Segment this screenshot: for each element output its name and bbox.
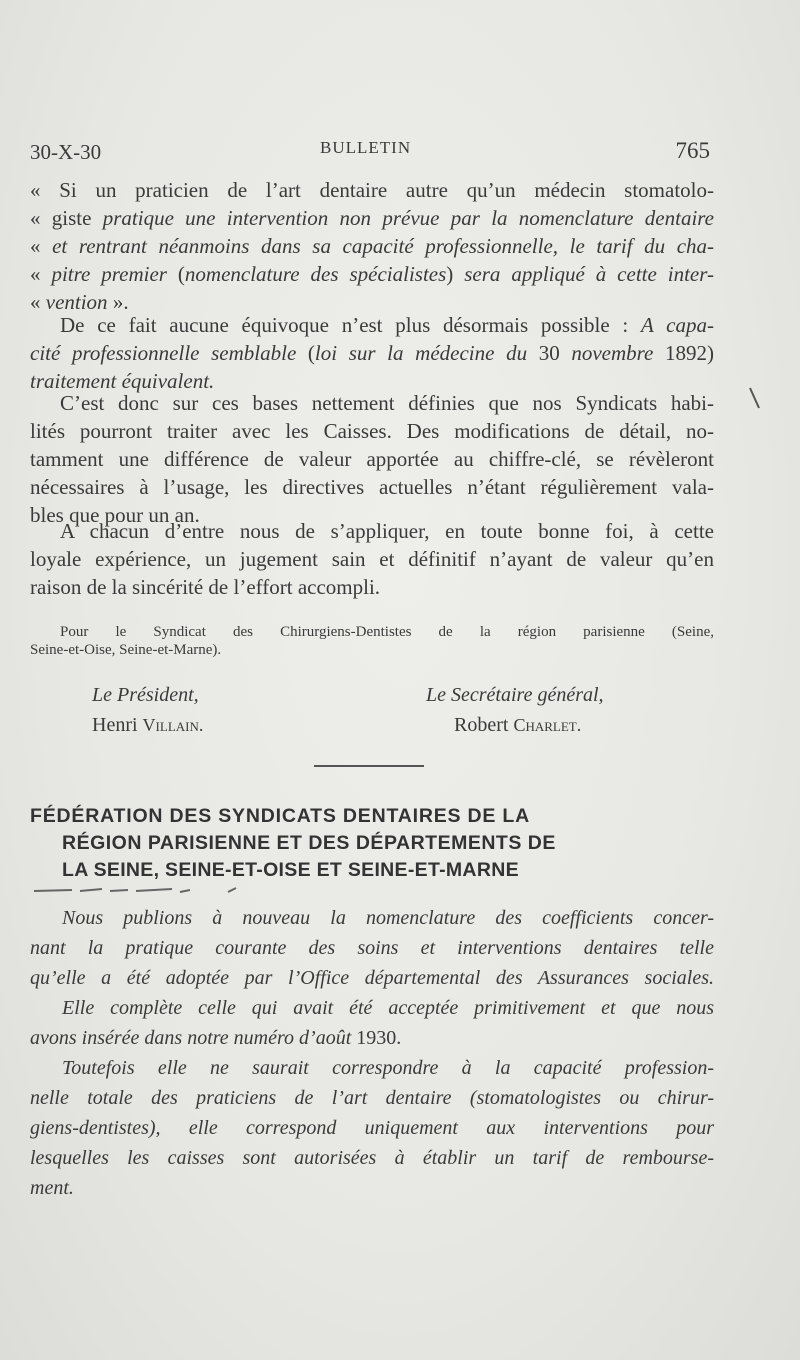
text-line: « et rentrant néanmoins dans sa capacité professionnelle, le tarif du cha- [30, 234, 715, 258]
heading-line: LA SEINE, SEINE-ET-OISE ET SEINE-ET-MARNE [62, 859, 519, 881]
text-line: Pour le Syndicat des Chirurgiens-Dentistes de la région parisienne (Seine, [60, 624, 714, 640]
paragraph-equivoque [30, 311, 714, 395]
signature-note [30, 623, 714, 659]
text-line: « giste pratique une intervention non prévue par la nomenclature dentaire [30, 206, 714, 230]
paragraph-syndicats [30, 389, 714, 529]
header-title: BULLETIN [320, 138, 412, 157]
heading-line: RÉGION PARISIENNE ET DES DÉPARTEMENTS DE [62, 832, 556, 854]
section-divider [314, 765, 424, 767]
signature-role: Le Secrétaire général, [426, 684, 604, 706]
text-line: Seine-et-Oise, Seine-et-Marne). [30, 642, 222, 658]
text-line: De ce fait aucune équivoque n’est plus désormais possible : A capa- [60, 313, 714, 337]
text-line: tamment une différence de valeur apportée au chiffre-clé, se révèleront [30, 447, 714, 471]
signature-name: Robert Charlet. [454, 714, 582, 736]
text-line: « Si un praticien de l’art dentaire autre qu’un médecin stomatolo- [30, 178, 714, 202]
text-line: bles que pour un an. [30, 503, 200, 527]
signature-president [92, 680, 203, 740]
quote-paragraph [30, 176, 714, 316]
text-line: Elle complète celle qui avait été acceptée primitivement et que nous [62, 997, 714, 1019]
heading-line: FÉDÉRATION DES SYNDICATS DENTAIRES DE LA [30, 805, 531, 827]
text-line: giens-dentistes), elle correspond uniquement aux interventions pour [30, 1117, 714, 1139]
text-line: loyale expérience, un jugement sain et définitif n’ayant de valeur qu’en [30, 547, 714, 571]
text-line: traitement équivalent. [30, 369, 215, 393]
paragraph-chacun [30, 517, 714, 601]
text-line: qu’elle a été adoptée par l’Office départemental des Assurances sociales. [30, 967, 714, 989]
running-header [30, 134, 710, 164]
text-line: « pitre premier (nomenclature des spécialistes) sera appliqué à cette inter- [30, 262, 714, 286]
text-line: Nous publions à nouveau la nomenclature des coefficients concer- [62, 907, 714, 929]
signature-name: Henri Villain. [92, 714, 204, 736]
text-line: nant la pratique courante des soins et interventions dentaires telle [30, 937, 714, 959]
intro-paragraph [30, 903, 714, 1203]
text-line: avons insérée dans notre numéro d’août 1930. [30, 1027, 402, 1049]
text-line: lesquelles les caisses sont autorisées à établir un tarif de rembourse- [30, 1147, 714, 1169]
text-line: Toutefois elle ne saurait correspondre à la capacité profession- [62, 1057, 714, 1079]
margin-mark [748, 386, 762, 412]
text-line: raison de la sincérité de l’effort accompli. [30, 575, 381, 599]
ornament-squiggle [32, 884, 242, 898]
federation-heading [30, 803, 720, 884]
text-line: nelle totale des praticiens de l’art dentaire (stomatologistes ou chirur- [30, 1087, 714, 1109]
header-date: 30-X-30 [30, 140, 102, 164]
page-number: 765 [675, 138, 710, 163]
text-line: ment. [30, 1177, 74, 1199]
signature-secretaire [426, 680, 604, 740]
text-line: nécessaires à l’usage, les directives actuelles n’étant régulièrement vala- [30, 475, 714, 499]
text-line: cité professionnelle semblable (loi sur la médecine du 30 novembre 1892) [30, 341, 715, 365]
text-line: « vention ». [30, 290, 129, 314]
text-line: C’est donc sur ces bases nettement définies que nos Syndicats habi- [60, 391, 714, 415]
text-line: lités pourront traiter avec les Caisses. Des modifications de détail, no- [30, 419, 714, 443]
text-line: A chacun d’entre nous de s’appliquer, en toute bonne foi, à cette [60, 519, 714, 543]
signature-role: Le Président, [92, 684, 199, 706]
